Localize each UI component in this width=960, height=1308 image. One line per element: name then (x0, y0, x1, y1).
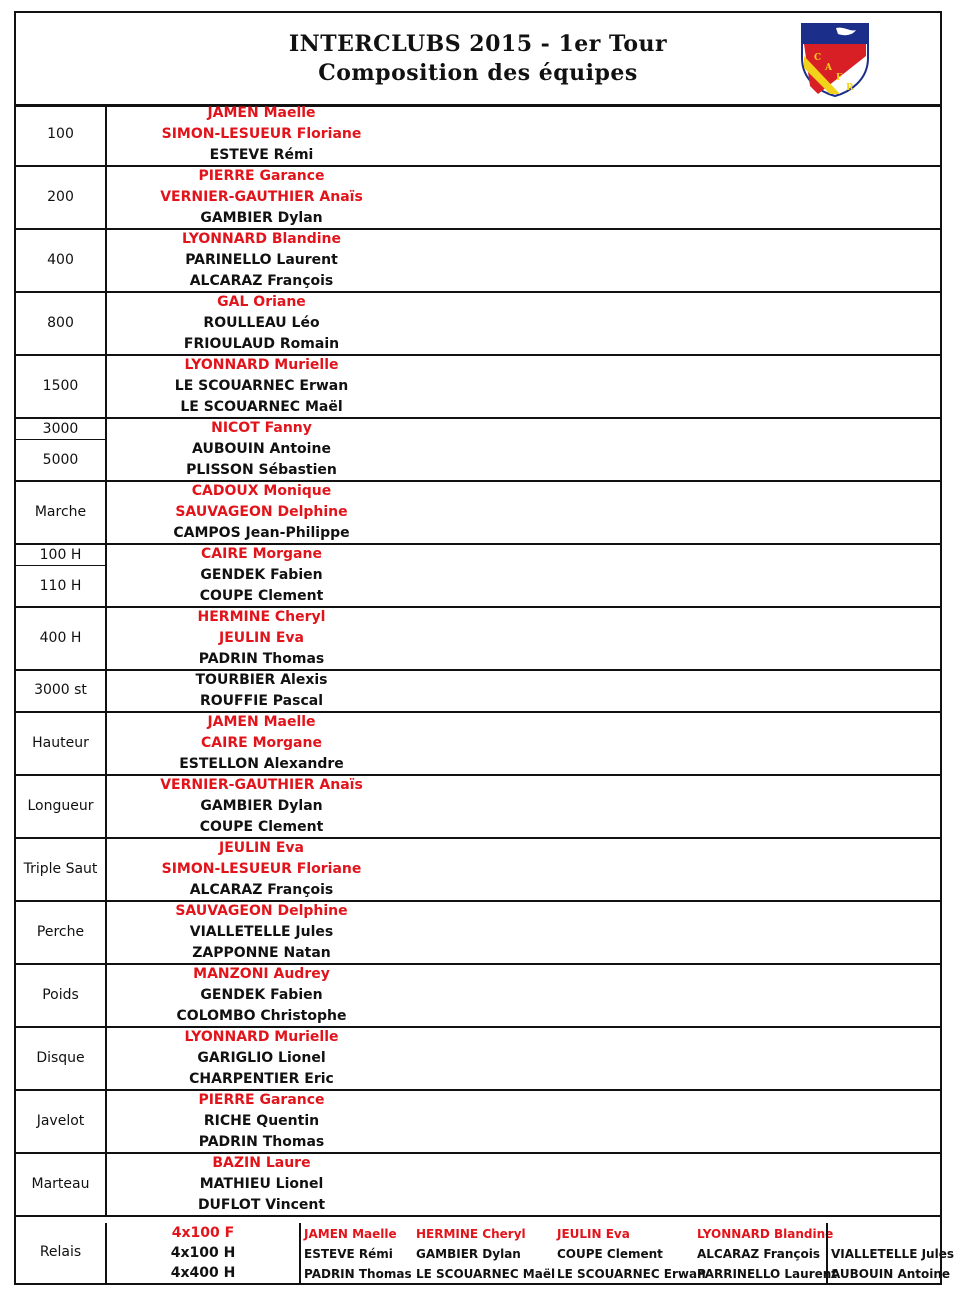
event-label: Marche (34, 503, 87, 520)
athlete-name: CHARPENTIER Eric (189, 1071, 334, 1087)
athlete-name: VIALLETELLE Jules (189, 924, 334, 940)
event-cell (16, 713, 107, 774)
athlete-name: ALCARAZ François (189, 273, 334, 289)
event-label: 200 (47, 188, 74, 205)
athlete-name: SIMON-LESUEUR Floriane (161, 861, 362, 877)
relay-athlete: JAMEN Maelle (304, 1227, 397, 1241)
event-label: Perche (36, 923, 85, 940)
relay-column (413, 1223, 554, 1283)
event-cell (16, 104, 107, 165)
relay-athlete: ESTEVE Rémi (304, 1247, 393, 1261)
event-row (16, 167, 940, 230)
athlete-name: GAMBIER Dylan (200, 210, 323, 226)
athlete-name: COUPE Clement (199, 819, 324, 835)
event-cell (16, 230, 107, 291)
event-row (16, 776, 940, 839)
athlete-name: VERNIER-GAUTHIER Anaïs (160, 777, 363, 793)
event-cell (16, 545, 107, 606)
event-row (16, 1154, 940, 1217)
athlete-name: LYONNARD Murielle (184, 357, 339, 373)
athlete-name: GENDEK Fabien (200, 987, 323, 1003)
athlete-name: SIMON-LESUEUR Floriane (161, 126, 362, 142)
relay-athlete: COUPE Clement (557, 1247, 663, 1261)
relay-athlete: LYONNARD Blandine (697, 1227, 834, 1241)
relay-column (554, 1223, 706, 1283)
event-cell (16, 419, 107, 480)
athlete-name: VERNIER-GAUTHIER Anaïs (160, 189, 363, 205)
event-label: Disque (36, 1049, 85, 1066)
event-row (16, 608, 940, 671)
athlete-name: GAMBIER Dylan (200, 798, 323, 814)
event-row (16, 713, 940, 776)
athlete-name: CADOUX Monique (191, 483, 332, 499)
event-cell (16, 1154, 107, 1215)
athlete-name: GAL Oriane (217, 294, 306, 310)
event-cell (16, 356, 107, 417)
relay-athlete: VIALLETELLE Jules (831, 1247, 954, 1261)
event-split-divider (16, 439, 105, 440)
team-sheet (14, 11, 954, 1285)
event-row (16, 839, 940, 902)
event-label: 100 (47, 125, 74, 142)
event-row (16, 1091, 940, 1154)
event-label: Javelot (36, 1112, 85, 1129)
event-cell (16, 776, 107, 837)
event-row (16, 965, 940, 1028)
event-label: 100 H (39, 547, 82, 563)
relay-athlete: AUBOUIN Antoine (831, 1267, 951, 1281)
athlete-name: PARINELLO Laurent (185, 252, 338, 268)
athlete-name: JEULIN Eva (219, 840, 304, 856)
athlete-name: DUFLOT Vincent (197, 1197, 326, 1213)
athlete-name: MATHIEU Lionel (199, 1176, 324, 1192)
event-cell (16, 167, 107, 228)
event-cell (16, 293, 107, 354)
athlete-name: ROUFFIE Pascal (199, 693, 324, 709)
relay-column (826, 1223, 954, 1283)
relay-row (16, 1223, 954, 1283)
athlete-name: PIERRE Garance (198, 1092, 325, 1108)
event-cell (16, 965, 107, 1026)
relay-athlete: JEULIN Eva (557, 1227, 630, 1241)
athlete-name: GARIGLIO Lionel (197, 1050, 326, 1066)
athlete-name: SAUVAGEON Delphine (175, 504, 348, 520)
athlete-name: TOURBIER Alexis (195, 672, 328, 688)
athlete-name: GENDEK Fabien (200, 567, 323, 583)
event-label: 5000 (42, 452, 79, 468)
page-title: INTERCLUBS 2015 - 1er Tour (288, 31, 668, 57)
relay-type: 4x400 H (170, 1265, 236, 1281)
event-row (16, 902, 940, 965)
relay-athlete: HERMINE Cheryl (416, 1227, 526, 1241)
crest-letter-3: F (836, 73, 843, 83)
event-row (16, 671, 940, 713)
event-row (16, 1028, 940, 1091)
event-label: Relais (39, 1244, 82, 1260)
relay-athlete: LE SCOUARNEC Maël (416, 1267, 556, 1281)
club-crest-icon (800, 22, 870, 97)
event-row (16, 356, 940, 419)
event-label: 3000 (42, 421, 79, 437)
events-table (16, 104, 940, 1217)
event-label: 800 (47, 314, 74, 331)
athlete-name: NICOT Fanny (211, 420, 312, 436)
event-label: 1500 (42, 377, 79, 394)
event-label: 400 (47, 251, 74, 268)
relay-type: 4x100 F (171, 1225, 235, 1241)
event-cell (16, 608, 107, 669)
athlete-name: PIERRE Garance (198, 168, 325, 184)
athlete-name: CAIRE Morgane (201, 735, 322, 751)
event-cell (16, 839, 107, 900)
event-cell (16, 671, 107, 711)
athlete-name: LYONNARD Murielle (184, 1029, 339, 1045)
athlete-name: JEULIN Eva (219, 630, 304, 646)
athlete-name: LE SCOUARNEC Erwan (174, 378, 349, 394)
event-row (16, 293, 940, 356)
event-label: Hauteur (32, 734, 89, 751)
relay-athlete: LE SCOUARNEC Erwan (557, 1267, 706, 1281)
athlete-name: PADRIN Thomas (198, 1134, 325, 1150)
athlete-name: MANZONI Audrey (193, 966, 330, 982)
athlete-name: LE SCOUARNEC Maël (180, 399, 343, 415)
athlete-name: ZAPPONNE Natan (192, 945, 331, 961)
event-row (16, 104, 940, 167)
relay-athlete: ALCARAZ François (697, 1247, 821, 1261)
event-cell (16, 1028, 107, 1089)
relay-column (299, 1223, 413, 1283)
crest-letter-2: A (825, 63, 832, 73)
athlete-name: AUBOUIN Antoine (192, 441, 331, 457)
event-row (16, 482, 940, 545)
title-block (16, 13, 940, 107)
event-cell (16, 1223, 107, 1283)
event-label: 110 H (39, 578, 82, 594)
event-cell (16, 902, 107, 963)
athlete-name: ESTELLON Alexandre (179, 756, 344, 772)
page-subtitle: Composition des équipes (318, 60, 638, 86)
athlete-name: BAZIN Laure (212, 1155, 311, 1171)
event-label: Marteau (31, 1175, 90, 1192)
athlete-name: PADRIN Thomas (198, 651, 325, 667)
crest-letter-1: C (814, 53, 822, 63)
athlete-name: CAMPOS Jean-Philippe (173, 525, 350, 541)
event-label: Poids (42, 986, 79, 1003)
athlete-name: SAUVAGEON Delphine (175, 903, 348, 919)
athlete-name: FRIOULAUD Romain (183, 336, 340, 352)
event-split-divider (16, 565, 105, 566)
relay-column (694, 1223, 838, 1283)
athlete-name: JAMEN Maelle (207, 105, 316, 121)
relay-athlete: GAMBIER Dylan (416, 1247, 521, 1261)
athlete-name: CAIRE Morgane (201, 546, 322, 562)
athlete-name: ESTEVE Rémi (209, 147, 314, 163)
event-label: 3000 st (34, 682, 87, 698)
athlete-name: PLISSON Sébastien (186, 462, 337, 478)
athlete-name: RICHE Quentin (203, 1113, 320, 1129)
event-label: Triple Saut (23, 860, 98, 877)
crest-letter-4: R (846, 83, 854, 93)
event-label: 400 H (39, 629, 82, 646)
event-row (16, 419, 940, 482)
athlete-name: HERMINE Cheryl (197, 609, 326, 625)
athlete-name: LYONNARD Blandine (182, 231, 341, 247)
event-cell (16, 1091, 107, 1152)
relay-athlete: PADRIN Thomas (304, 1267, 412, 1281)
athlete-name: JAMEN Maelle (207, 714, 316, 730)
event-cell (16, 482, 107, 543)
event-label: Longueur (27, 797, 94, 814)
athlete-name: COLOMBO Christophe (176, 1008, 347, 1024)
relay-athlete: PARRINELLO Laurent (697, 1267, 838, 1281)
event-row (16, 545, 940, 608)
athlete-name: ALCARAZ François (189, 882, 334, 898)
athlete-name: COUPE Clement (199, 588, 324, 604)
event-row (16, 230, 940, 293)
athlete-name: ROULLEAU Léo (203, 315, 320, 331)
relay-type: 4x100 H (170, 1245, 236, 1261)
